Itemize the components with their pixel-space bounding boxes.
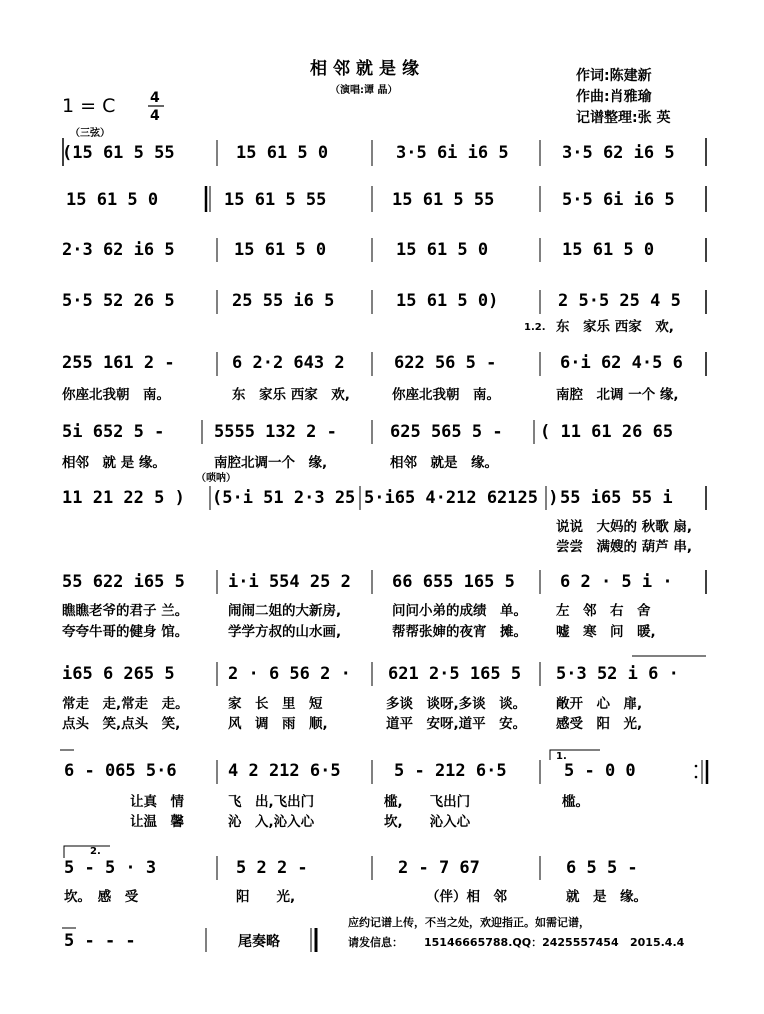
measure: 55 i65 55 i — [560, 488, 673, 508]
measure: 5 2 2 - — [236, 858, 308, 878]
time-signature-top: 4 — [150, 90, 160, 106]
measure: 6 5 5 - — [566, 858, 638, 878]
performer-credit: （演唱:谭 晶） — [330, 85, 398, 96]
measure: 15 61 5 0 — [396, 240, 489, 260]
system-6 — [62, 420, 673, 471]
song-title: 相邻就是缘 — [310, 59, 425, 79]
lyric-line: 闹闹二姐的大新房, — [228, 603, 342, 619]
system-1 — [62, 138, 706, 166]
measure: 622 56 5 - — [394, 353, 497, 373]
contact-label: 请发信息： — [348, 936, 403, 949]
measure: 5·i65 4·212 62125 ) — [364, 488, 559, 508]
lyric-line: 东 家乐 西家 欢, — [232, 387, 350, 403]
measure: 2 5·5 25 4 5 — [558, 291, 681, 311]
system-9 — [62, 656, 706, 732]
transcriber-credit: 记谱整理:张 英 — [576, 110, 671, 126]
measure: 6 - 065 5·6 — [64, 761, 177, 781]
lyric-line: 嘘 寒 问 暖, — [556, 624, 656, 640]
lyric-line: 问问小弟的成绩 单。 — [392, 603, 527, 619]
system-7 — [62, 471, 706, 555]
system-5 — [62, 352, 706, 403]
measure: 5 - 212 6·5 — [394, 761, 507, 781]
lyric-line: 常走 走,常走 走。 — [62, 696, 189, 712]
measure: 2·3 62 i6 5 — [62, 240, 175, 260]
lyric-line: 多谈 谈呀,多谈 谈。 — [386, 696, 527, 712]
measure: 5 - - - — [64, 931, 136, 951]
measure: 4 2 212 6·5 — [228, 761, 341, 781]
measure: 621 2·5 165 5 — [388, 664, 522, 684]
measure: 5 - 5 · 3 — [64, 858, 157, 878]
lyric-line: 就 是 缘。 — [566, 889, 647, 905]
measure: 25 55 i6 5 — [232, 291, 335, 311]
lyricist-credit: 作词:陈建新 — [576, 68, 652, 84]
measure: (15 61 5 55 — [62, 143, 175, 163]
outro-omitted-note: 尾奏略 — [238, 934, 280, 950]
system-11 — [64, 846, 647, 905]
measure: 15 61 5 0 — [236, 143, 329, 163]
measure: 15 61 5 0 — [562, 240, 655, 260]
date: 2015.4.4 — [630, 936, 685, 949]
lyric-line: 家 长 里 短 — [228, 696, 323, 712]
measure: 5·5 6i i6 5 — [562, 190, 675, 210]
sanxian-mark: （三弦） — [70, 128, 110, 139]
system-10 — [60, 750, 707, 830]
measure: i65 6 265 5 — [62, 664, 175, 684]
lyric-line: 南腔北调一个 缘, — [214, 455, 328, 471]
measure: 15 61 5 0 — [234, 240, 327, 260]
lyric-line: 道平 安呀,道平 安。 — [386, 716, 527, 732]
measure: 66 655 165 5 — [392, 572, 515, 592]
system-4 — [62, 290, 706, 335]
lyric-line: 槛, 飞出门 — [384, 794, 471, 810]
lyric-line: 让温 馨 — [130, 814, 184, 830]
system-12 — [62, 928, 316, 952]
lyric-line: 你座北我朝 南。 — [62, 387, 170, 403]
measure: 15 61 5 0) — [396, 291, 499, 311]
measure: 255 161 2 - — [62, 353, 175, 373]
measure: 55 622 i65 5 — [62, 572, 185, 592]
time-signature-bottom: 4 — [150, 108, 160, 124]
lyric-line: （伴）相 邻 — [426, 889, 507, 905]
measure: 15 61 5 55 — [224, 190, 327, 210]
lyric-line: 相邻 就 是 缘。 — [62, 455, 166, 471]
measure: 2 · 6 56 2 · — [228, 664, 351, 684]
lyric-line: 风 调 雨 顺, — [228, 716, 328, 732]
composer-credit: 作曲:肖雅瑜 — [576, 89, 652, 105]
lyric-line: 感受 阳 光, — [556, 716, 643, 732]
footer-note: 应约记谱上传，不当之处，欢迎指正。如需记谱， — [348, 916, 590, 929]
lyric-line: 东 家乐 西家 欢, — [556, 319, 674, 335]
lyric-line: 左 邻 右 舍 — [556, 603, 651, 619]
lyric-line: 说说 大妈的 秋歌 扇, — [556, 519, 693, 535]
lyric-line: 南腔 北调 一个 缘, — [556, 387, 679, 403]
measure: i·i 554 25 2 — [228, 572, 351, 592]
lyric-line: 坎, 沁入心 — [384, 814, 471, 830]
measure: 2 - 7 67 — [398, 858, 480, 878]
lyric-line: 瞧瞧老爷的君子 兰。 — [62, 603, 189, 619]
lyric-line: 阳 光, — [236, 889, 296, 905]
measure: 5555 132 2 - — [214, 422, 337, 442]
lyric-line: 槛。 — [562, 794, 589, 810]
measure: 15 61 5 55 — [392, 190, 495, 210]
measure: 3·5 62 i6 5 — [562, 143, 675, 163]
system-8 — [62, 570, 706, 640]
measure: 5·3 52 i 6 · — [556, 664, 679, 684]
contact-info: 15146665788.QQ：2425557454 — [424, 936, 619, 949]
lyric-line: 坎。 感 受 — [64, 889, 139, 905]
measure: (5·i 51 2·3 25 — [212, 488, 356, 508]
lyric-line: 飞 出,飞出门 — [228, 794, 315, 810]
lyric-line: 学学方叔的山水画, — [228, 624, 342, 640]
lyric-line: 你座北我朝 南。 — [392, 387, 500, 403]
measure: 6 2·2 643 2 — [232, 353, 345, 373]
suona-mark: （唢呐） — [196, 473, 236, 484]
key-signature: 1 = C — [62, 95, 116, 117]
measure: 3·5 6i i6 5 — [396, 143, 509, 163]
first-ending-label: 1. — [556, 751, 567, 762]
system-2 — [66, 186, 706, 212]
lyric-line: 尝尝 满嫂的 葫芦 串, — [556, 539, 693, 555]
lyric-line: 让真 情 — [130, 794, 184, 810]
measure: ( 11 61 26 65 — [540, 422, 674, 442]
lyric-line: 敞开 心 扉, — [556, 696, 643, 712]
measure: 5·5 52 26 5 — [62, 291, 175, 311]
measure: 15 61 5 0 — [66, 190, 159, 210]
second-ending-label: 2. — [90, 846, 101, 857]
lyric-line: 点头 笑,点头 笑, — [62, 716, 181, 732]
measure: 5i 652 5 - — [62, 422, 165, 442]
lyric-line: 帮帮张婶的夜宵 摊。 — [392, 624, 527, 640]
footer — [348, 915, 685, 949]
lyric-line: 沁 入,沁入心 — [228, 814, 315, 830]
lyric-line: 夸夸牛哥的健身 馆。 — [62, 624, 189, 640]
measure: 6 2 · 5 i · — [560, 572, 673, 592]
measure: 5 - 0 0 — [564, 761, 636, 781]
measure: 6·i 62 4·5 6 — [560, 353, 683, 373]
lyric-line: 相邻 就是 缘。 — [390, 455, 498, 471]
system-3 — [62, 238, 706, 262]
verse-label: 1.2. — [524, 322, 546, 333]
measure: 11 21 22 5 ) — [62, 488, 185, 508]
measure: 625 565 5 - — [390, 422, 503, 442]
